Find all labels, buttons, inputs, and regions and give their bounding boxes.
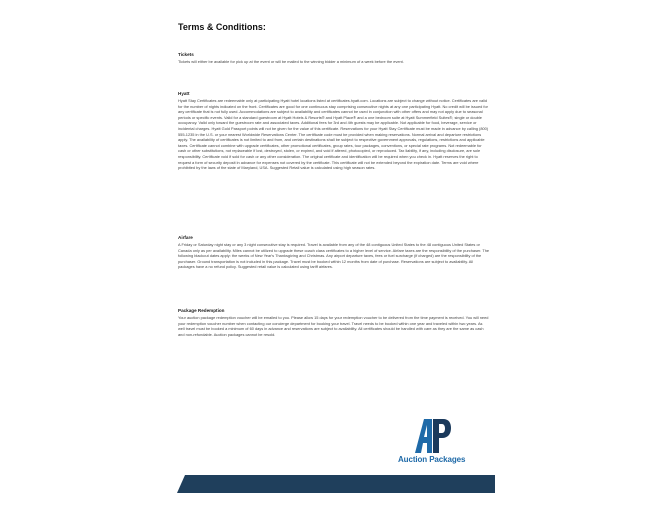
footer-wedge — [177, 475, 185, 493]
section-package-redemption — [178, 308, 490, 337]
section-body: Your auction package redemption voucher will be emailed to you. Please allow 15 days for your redemption voucher to be delivered from the time payment is received. You will need your redemption voucher number when contacting our concierge department for booking your travel. Travel needs to be booked within one year and traveled within two years. As well travel must be booked a minimum of 60 days in advance and reservations are subject to availability. All certificates should be handled with care as they are the same as cash and non-refundable. Auction packages cannot be resold. — [178, 315, 489, 337]
section-body: Hyatt Stay Certificates are redeemable only at participating Hyatt hotel locations listed at certificates.hyatt.com. Locations are subject to change without notice. Certificates are valid for the number of nights indicated on the front. Certificates are good for one continuous stay comprising consecutive nights at any one participating Hyatt. No credit will be issued for any certificate that is not fully used. Accommodations are subject to availability and certificates cannot be used in conjunction with other offers and may not apply due to seasonal periods or specific events. Valid for a standard guestroom at Hyatt Hotels & Resorts® and Hyatt Place® and a one bedroom suite at Hyatt Summerfield Suites®, single or double occupancy. Valid only toward the guestroom rate and associated taxes. Additional fees for 3rd and 4th guests may be applicable. Not applicable for food, beverage, service or incidental charges. Hyatt Gold Passport points will not be given for the value of this certificate. Reservations for your Hyatt Stay Certificate must be made in advance by calling (800) 555-1235 in the U.S. or your nearest Worldwide Reservations Center. The certificate code must be provided when making reservations. Normal arrival and departure restrictions apply. The availability of certificates is not limited to and from, and certain destinations shall be subject to respective government approvals, regulations, restrictions and applicable taxes. Certificate cannot combine with upgrade certificates, other promotional certificates, group rates, tour packages, conventions, or special rate programs. Not redeemable for cash or other substitutions, not replaceable if lost, destroyed, stolen, or expired, and void if altered, photocopied, or reproduced. Tax liability, if any, including disclosure, are sole responsibility. Certificate void if sold for cash or any other consideration. The original certificate and identification will be required when you check in. Hyatt reserves the right to request a form of security deposit in advance for expenses not covered by the certificate. This certificate will not be extended beyond the expiration date. Terms are void where prohibited by the laws of the state of Maryland, USA. Suggested Retail value is calculated using high season rates. — [178, 98, 489, 171]
logo-wordmark: Auction Packages — [398, 455, 466, 464]
page-title: Terms & Conditions: — [178, 22, 266, 32]
ap-monogram-icon — [415, 419, 451, 453]
section-airfare — [178, 235, 490, 270]
auction-packages-logo — [395, 419, 467, 467]
section-body: A Friday or Saturday night stay or any 3 night consecutive stay is required. Travel is available from any of the 48 contiguous United States to the 48 contiguous United States or Canada only as per availability. Miles cannot be utilized to upgrade these coach class certificates to a higher level of service. Airfare taxes are the responsibility of the purchaser. The following blackout dates apply: the weeks of New Year's Thanksgiving and Christmas. Any airport departure taxes, fees or fuel surcharge (if charged) are the responsibility of the purchaser. Ground transportation is not included in this package. Travel must be booked within 12 months from date of purchase. Reservations are subject to availability. All packages have a no refund policy. Suggested retail value is calculated using tariff airfares. — [178, 242, 490, 270]
footer-bar — [177, 475, 495, 493]
section-body: Tickets will either be available for pick up at the event or will be mailed to the winning bidder a minimum of a week before the event. — [178, 59, 404, 64]
section-tickets — [178, 52, 490, 65]
section-heading: Airfare — [178, 235, 193, 240]
section-hyatt — [178, 91, 490, 171]
section-heading: Hyatt — [178, 91, 190, 96]
section-heading: Package Redemption — [178, 308, 225, 313]
section-heading: Tickets — [178, 52, 194, 57]
